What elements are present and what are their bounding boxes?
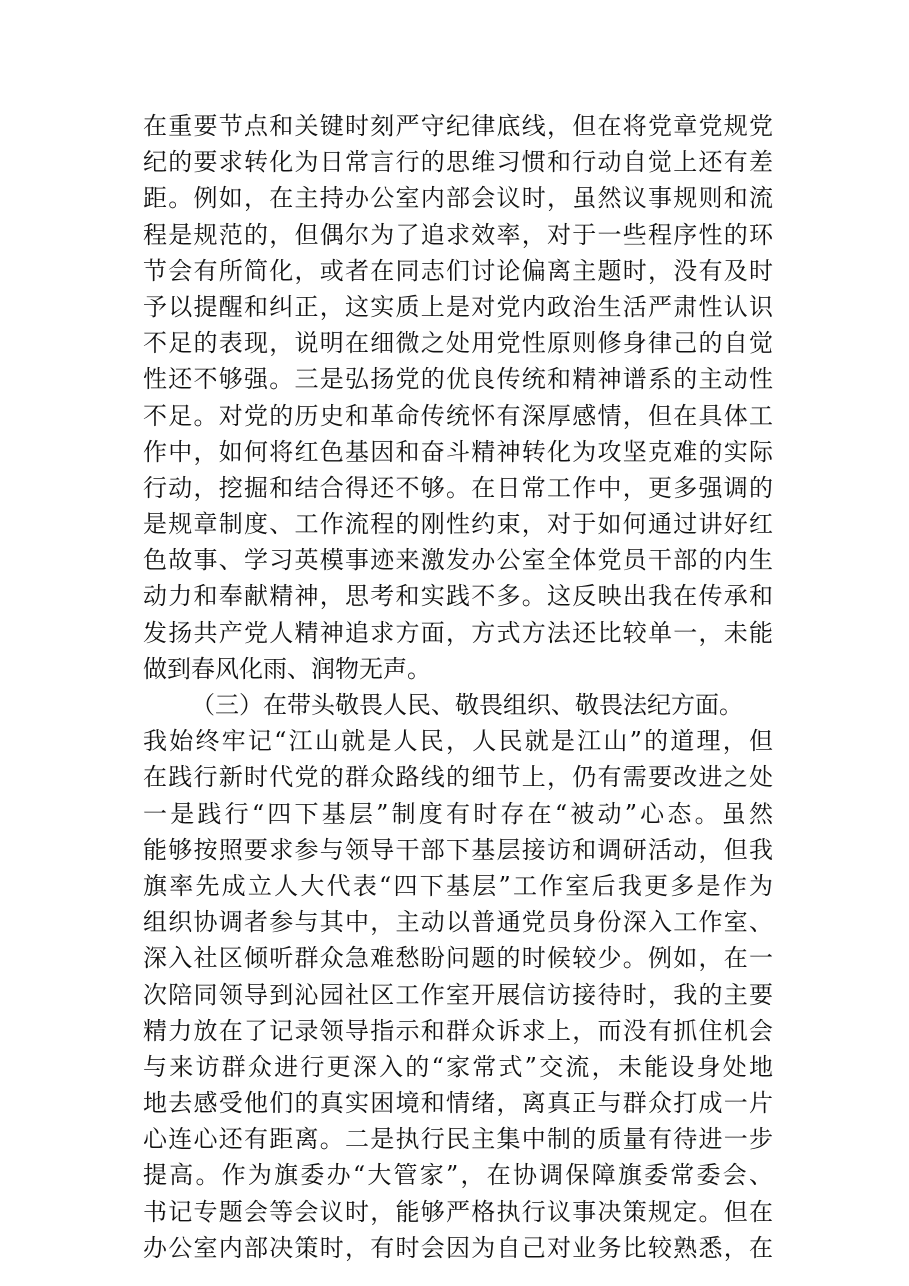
paragraph-line: 纪的要求转化为日常言行的思维习惯和行动自觉上还有差 [143,148,773,177]
paragraph-line: 书记专题会等会议时，能够严格执行议事决策规定。但在 [143,1197,773,1226]
paragraph-line: 节会有所简化，或者在同志们讨论偏离主题时，没有及时 [143,256,773,285]
paragraph-line: 在重要节点和关键时刻严守纪律底线，但在将党章党规党 [143,112,773,140]
paragraph-line: 不足。对党的历史和革命传统怀有深厚感情，但在具体工 [143,401,773,430]
paragraph-line: 我始终牢记“江山就是人民，人民就是江山”的道理，但 [143,727,773,756]
paragraph-line: 动力和奉献精神，思考和实践不多。这反映出我在传承和 [143,582,773,611]
paragraph-line: 做到春风化雨、润物无声。 [143,654,431,683]
paragraph-line: 发扬共产党人精神追求方面，方式方法还比较单一，未能 [143,618,773,647]
paragraph-line: 作中，如何将红色基因和奋斗精神转化为攻坚克难的实际 [143,437,773,466]
paragraph-line: 性还不够强。三是弘扬党的优良传统和精神谱系的主动性 [143,365,773,394]
paragraph-line: 与来访群众进行更深入的“家常式”交流，未能设身处地 [143,1052,773,1081]
paragraph-line: 不足的表现，说明在细微之处用党性原则修身律己的自觉 [143,329,773,358]
paragraph-line: 办公室内部决策时，有时会因为自己对业务比较熟悉，在 [143,1233,773,1262]
paragraph-line: 精力放在了记录领导指示和群众诉求上，而没有抓住机会 [143,1016,773,1045]
document-body [143,108,773,1266]
paragraph-line: 一是践行“四下基层”制度有时存在“被动”心态。虽然 [143,799,773,828]
paragraph-line: 提高。作为旗委办“大管家”，在协调保障旗委常委会、 [143,1161,773,1190]
paragraph-line: 色故事、学习英模事迹来激发办公室全体党员干部的内生 [143,546,773,575]
paragraph-line: 是规章制度、工作流程的刚性约束，对于如何通过讲好红 [143,510,773,539]
paragraph-line: 距。例如，在主持办公室内部会议时，虽然议事规则和流 [143,184,773,213]
paragraph-line: 程是规范的，但偶尔为了追求效率，对于一些程序性的环 [143,220,773,249]
section-heading: （三）在带头敬畏人民、敬畏组织、敬畏法纪方面。 [191,691,743,719]
paragraph-line: 组织协调者参与其中，主动以普通党员身份深入工作室、 [143,908,773,937]
paragraph-line: 地去感受他们的真实困境和情绪，离真正与群众打成一片 [143,1089,773,1118]
paragraph-line: 予以提醒和纠正，这实质上是对党内政治生活严肃性认识 [143,292,773,321]
paragraph-line: 行动，挖掘和结合得还不够。在日常工作中，更多强调的 [143,473,773,502]
paragraph-line: 能够按照要求参与领导干部下基层接访和调研活动，但我 [143,835,773,864]
paragraph-line: 旗率先成立人大代表“四下基层”工作室后我更多是作为 [143,871,773,900]
paragraph-line: 在践行新时代党的群众路线的细节上，仍有需要改进之处 [143,763,773,792]
paragraph-line: 深入社区倾听群众急难愁盼问题的时候较少。例如，在一 [143,944,773,973]
paragraph-line: 次陪同领导到沁园社区工作室开展信访接待时，我的主要 [143,980,773,1009]
paragraph-line: 心连心还有距离。二是执行民主集中制的质量有待进一步 [143,1125,773,1154]
